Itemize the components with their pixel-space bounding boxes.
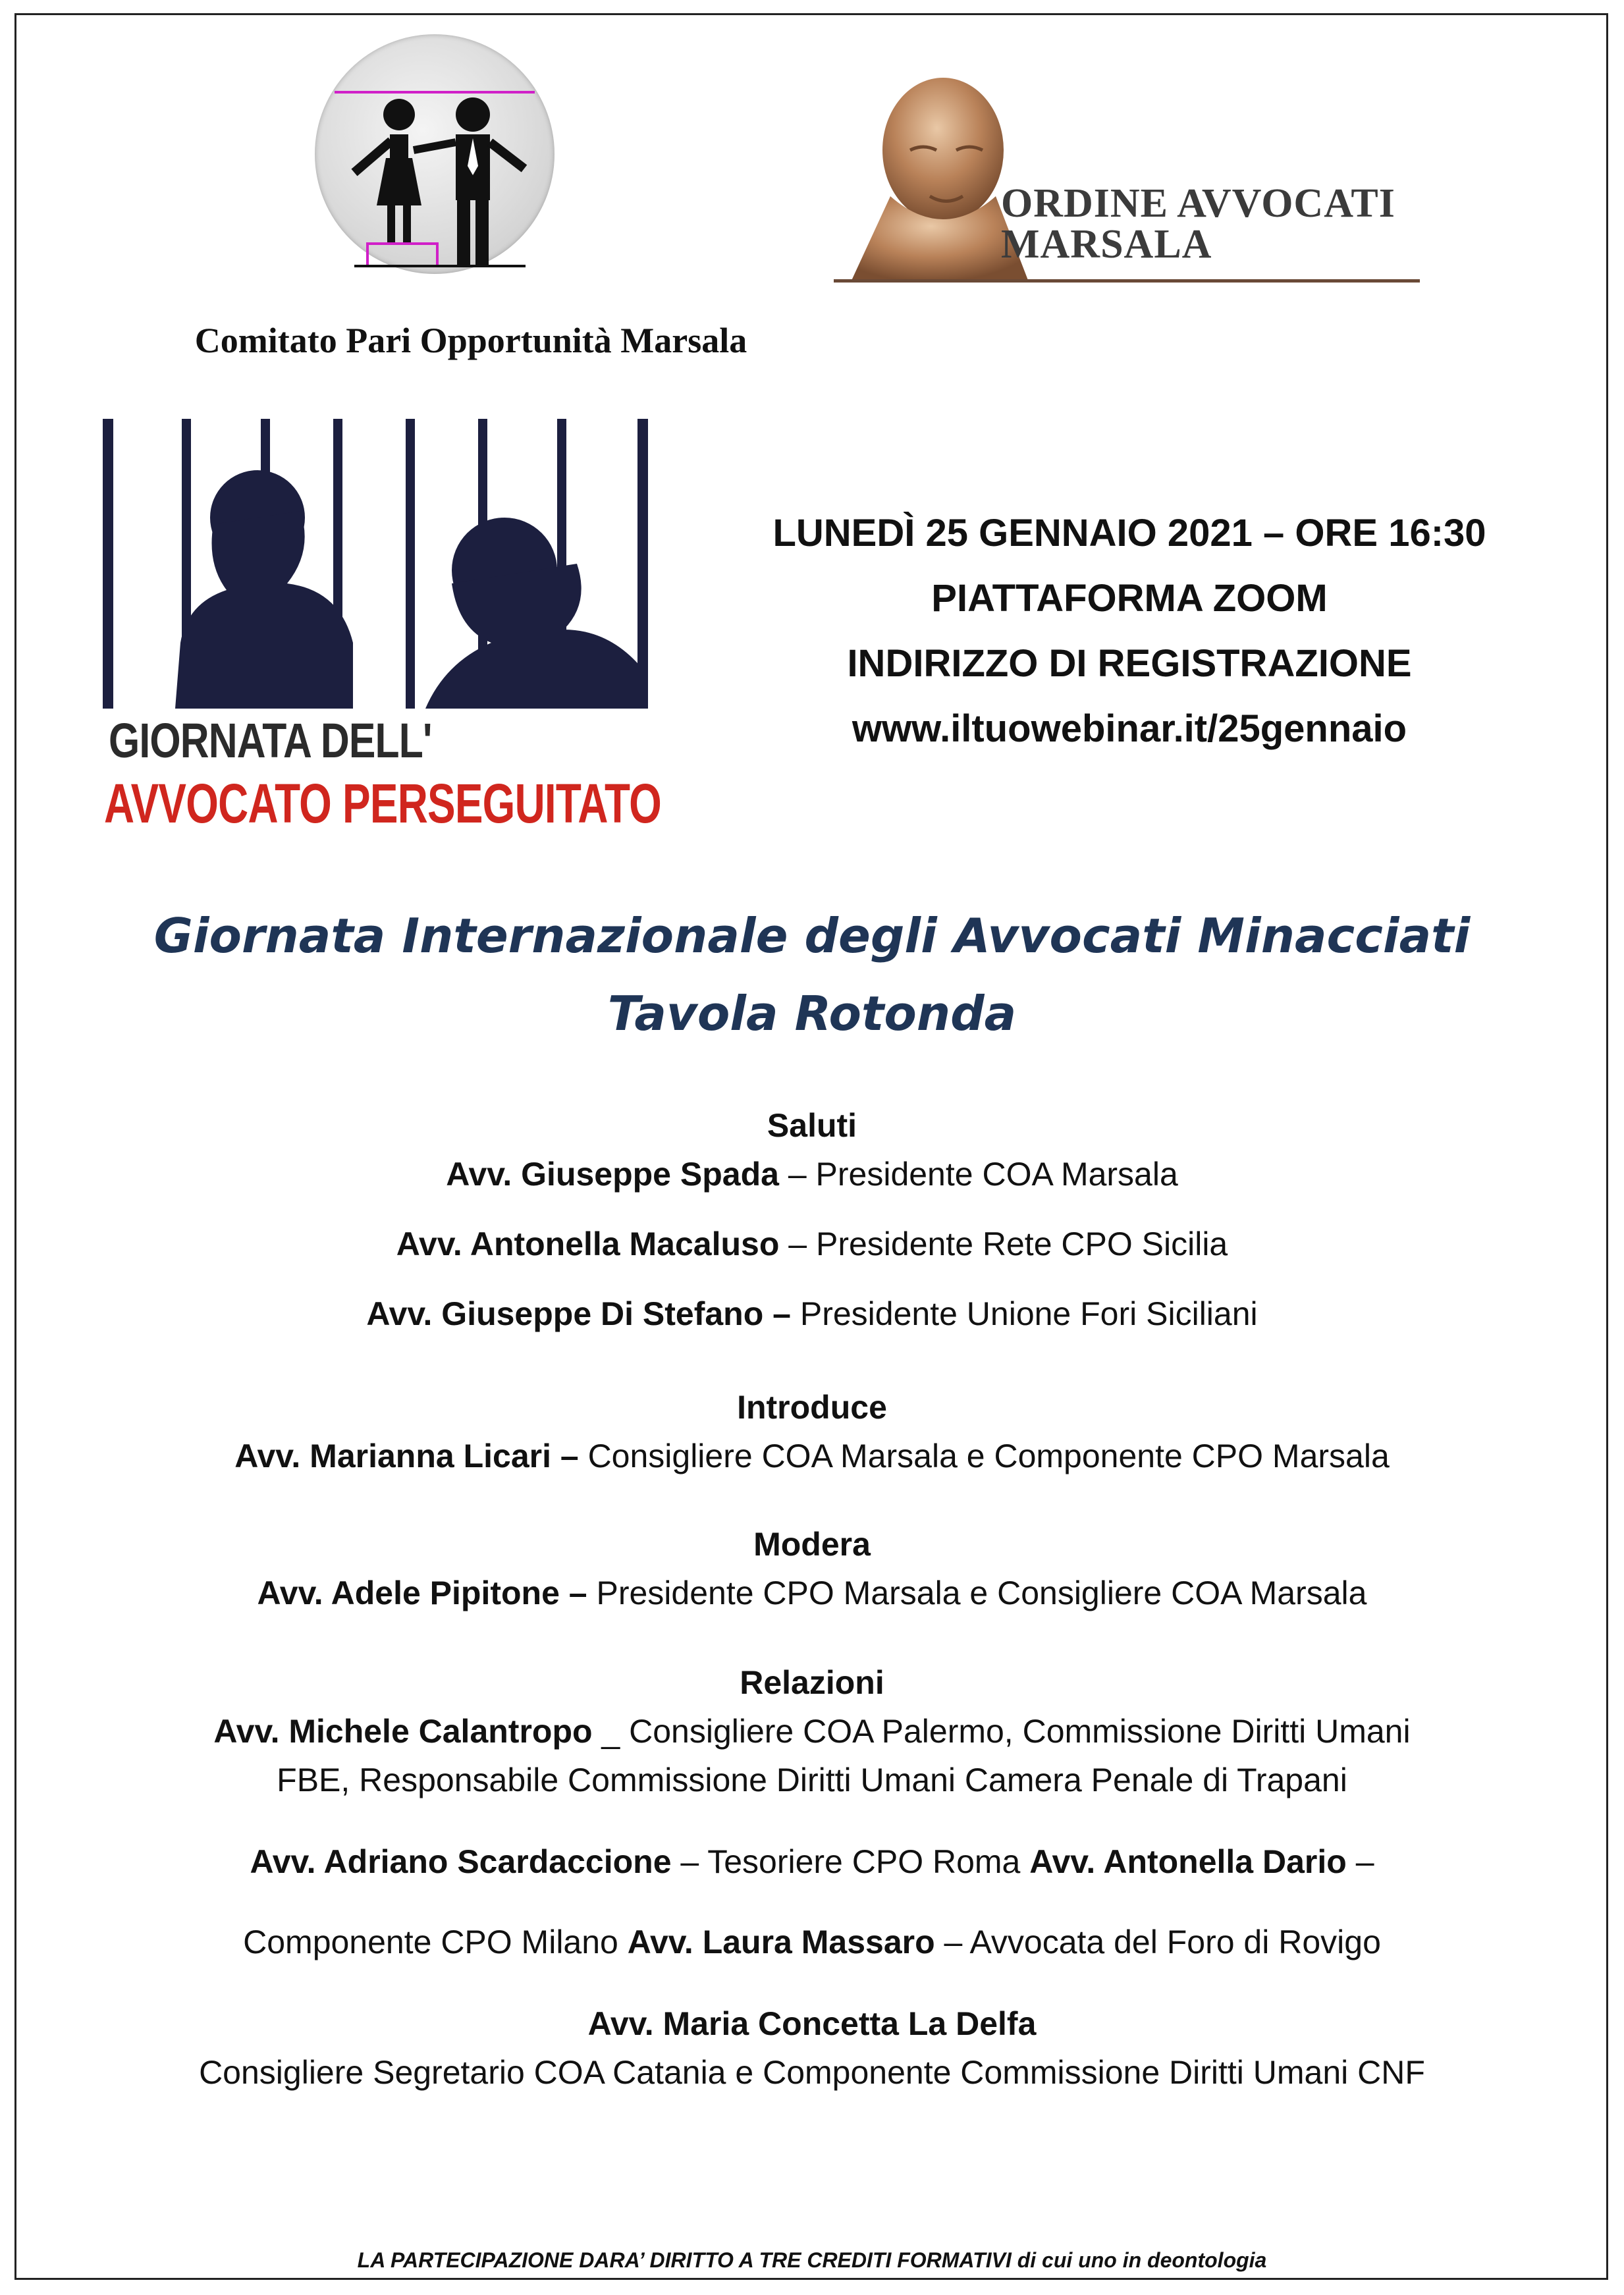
relazioni-heading: Relazioni <box>740 1664 884 1701</box>
speaker-name: Avv. Laura Massaro <box>627 1924 935 1960</box>
speaker-role: – Presidente Rete CPO Sicilia <box>779 1226 1228 1262</box>
speaker-name: Avv. Adele Pipitone – <box>257 1575 587 1611</box>
poster-line-1: GIORNATA DELL' <box>109 713 432 768</box>
prison-bars-icon <box>103 419 649 709</box>
speaker-role: – <box>1346 1843 1374 1880</box>
saluti-heading: Saluti <box>767 1107 857 1144</box>
registration-label: INDIRIZZO DI REGISTRAZIONE <box>847 642 1412 685</box>
speaker-role: Consigliere COA Marsala e Componente CPO Marsala <box>578 1438 1390 1474</box>
speaker-role: – Avvocata del Foro di Rovigo <box>934 1924 1381 1960</box>
title-line-1: Giornata Internazionale degli Avvocati Minacciati <box>153 908 1471 963</box>
ordine-avvocati-text <box>1001 183 1395 265</box>
speaker-role: _ Consigliere COA Palermo, Commissione Diritti Umani <box>592 1713 1411 1750</box>
speaker-role: Presidente CPO Marsala e Consigliere COA Marsala <box>587 1575 1367 1611</box>
people-icon <box>315 34 555 274</box>
speaker-name: Avv. Michele Calantropo <box>213 1713 593 1750</box>
speaker-name: Avv. Giuseppe Di Stefano – <box>366 1295 791 1332</box>
registration-url[interactable]: www.iltuowebinar.it/25gennaio <box>852 707 1407 750</box>
saluti-speaker-1 <box>40 1155 1584 1193</box>
speaker-name: Avv. Marianna Licari – <box>234 1438 579 1474</box>
title-line-2: Tavola Rotonda <box>607 986 1017 1041</box>
saluti-speaker-3 <box>40 1295 1584 1333</box>
introduce-heading: Introduce <box>737 1389 887 1426</box>
event-platform: PIATTAFORMA ZOOM <box>931 577 1328 620</box>
speaker-role: Componente CPO Milano <box>243 1924 628 1960</box>
speaker-name: Avv. Giuseppe Spada <box>446 1156 779 1193</box>
relazioni-speaker-5-role: Consigliere Segretario COA Catania e Componente Commissione Diritti Umani CNF <box>199 2054 1425 2091</box>
cpo-caption: Comitato Pari Opportunità Marsala <box>194 321 747 360</box>
poster-line-2: AVVOCATO PERSEGUITATO <box>104 772 661 834</box>
ordine-rule <box>834 279 1420 283</box>
introduce-speaker <box>40 1437 1584 1475</box>
speaker-name: Avv. Antonella Dario <box>1029 1843 1347 1880</box>
relazioni-speakers-2-3 <box>40 1843 1584 1881</box>
event-date-time: LUNEDÌ 25 GENNAIO 2021 – ORE 16:30 <box>772 512 1486 554</box>
saluti-speaker-2 <box>40 1225 1584 1263</box>
speaker-role: – Presidente COA Marsala <box>778 1156 1178 1193</box>
ordine-line-2: MARSALA <box>1001 222 1212 267</box>
speaker-name: Avv. Antonella Macaluso <box>396 1226 780 1262</box>
main-title <box>40 897 1584 1052</box>
speaker-role: Presidente Unione Fori Siciliani <box>790 1295 1258 1332</box>
relazioni-speaker-1 <box>40 1712 1584 1750</box>
ordine-line-1: ORDINE AVVOCATI <box>1001 181 1395 226</box>
footer-note: LA PARTECIPAZIONE DARA’ DIRITTO A TRE CREDITI FORMATIVI di cui uno in deontologia <box>357 2248 1267 2272</box>
modera-heading: Modera <box>753 1526 871 1563</box>
speaker-name: Avv. Adriano Scardaccione <box>250 1843 672 1880</box>
event-info <box>711 500 1548 761</box>
relazioni-speakers-3-4 <box>40 1923 1584 1961</box>
relazioni-speaker-1-continued: FBE, Responsabile Commissione Diritti Umani Camera Penale di Trapani <box>277 1762 1347 1798</box>
relazioni-speaker-5-name <box>40 2005 1584 2043</box>
cpo-logo <box>315 34 555 274</box>
speaker-name: Avv. Maria Concetta La Delfa <box>587 2005 1037 2042</box>
modera-speaker <box>40 1574 1584 1612</box>
speaker-role: – Tesoriere CPO Roma <box>671 1843 1030 1880</box>
